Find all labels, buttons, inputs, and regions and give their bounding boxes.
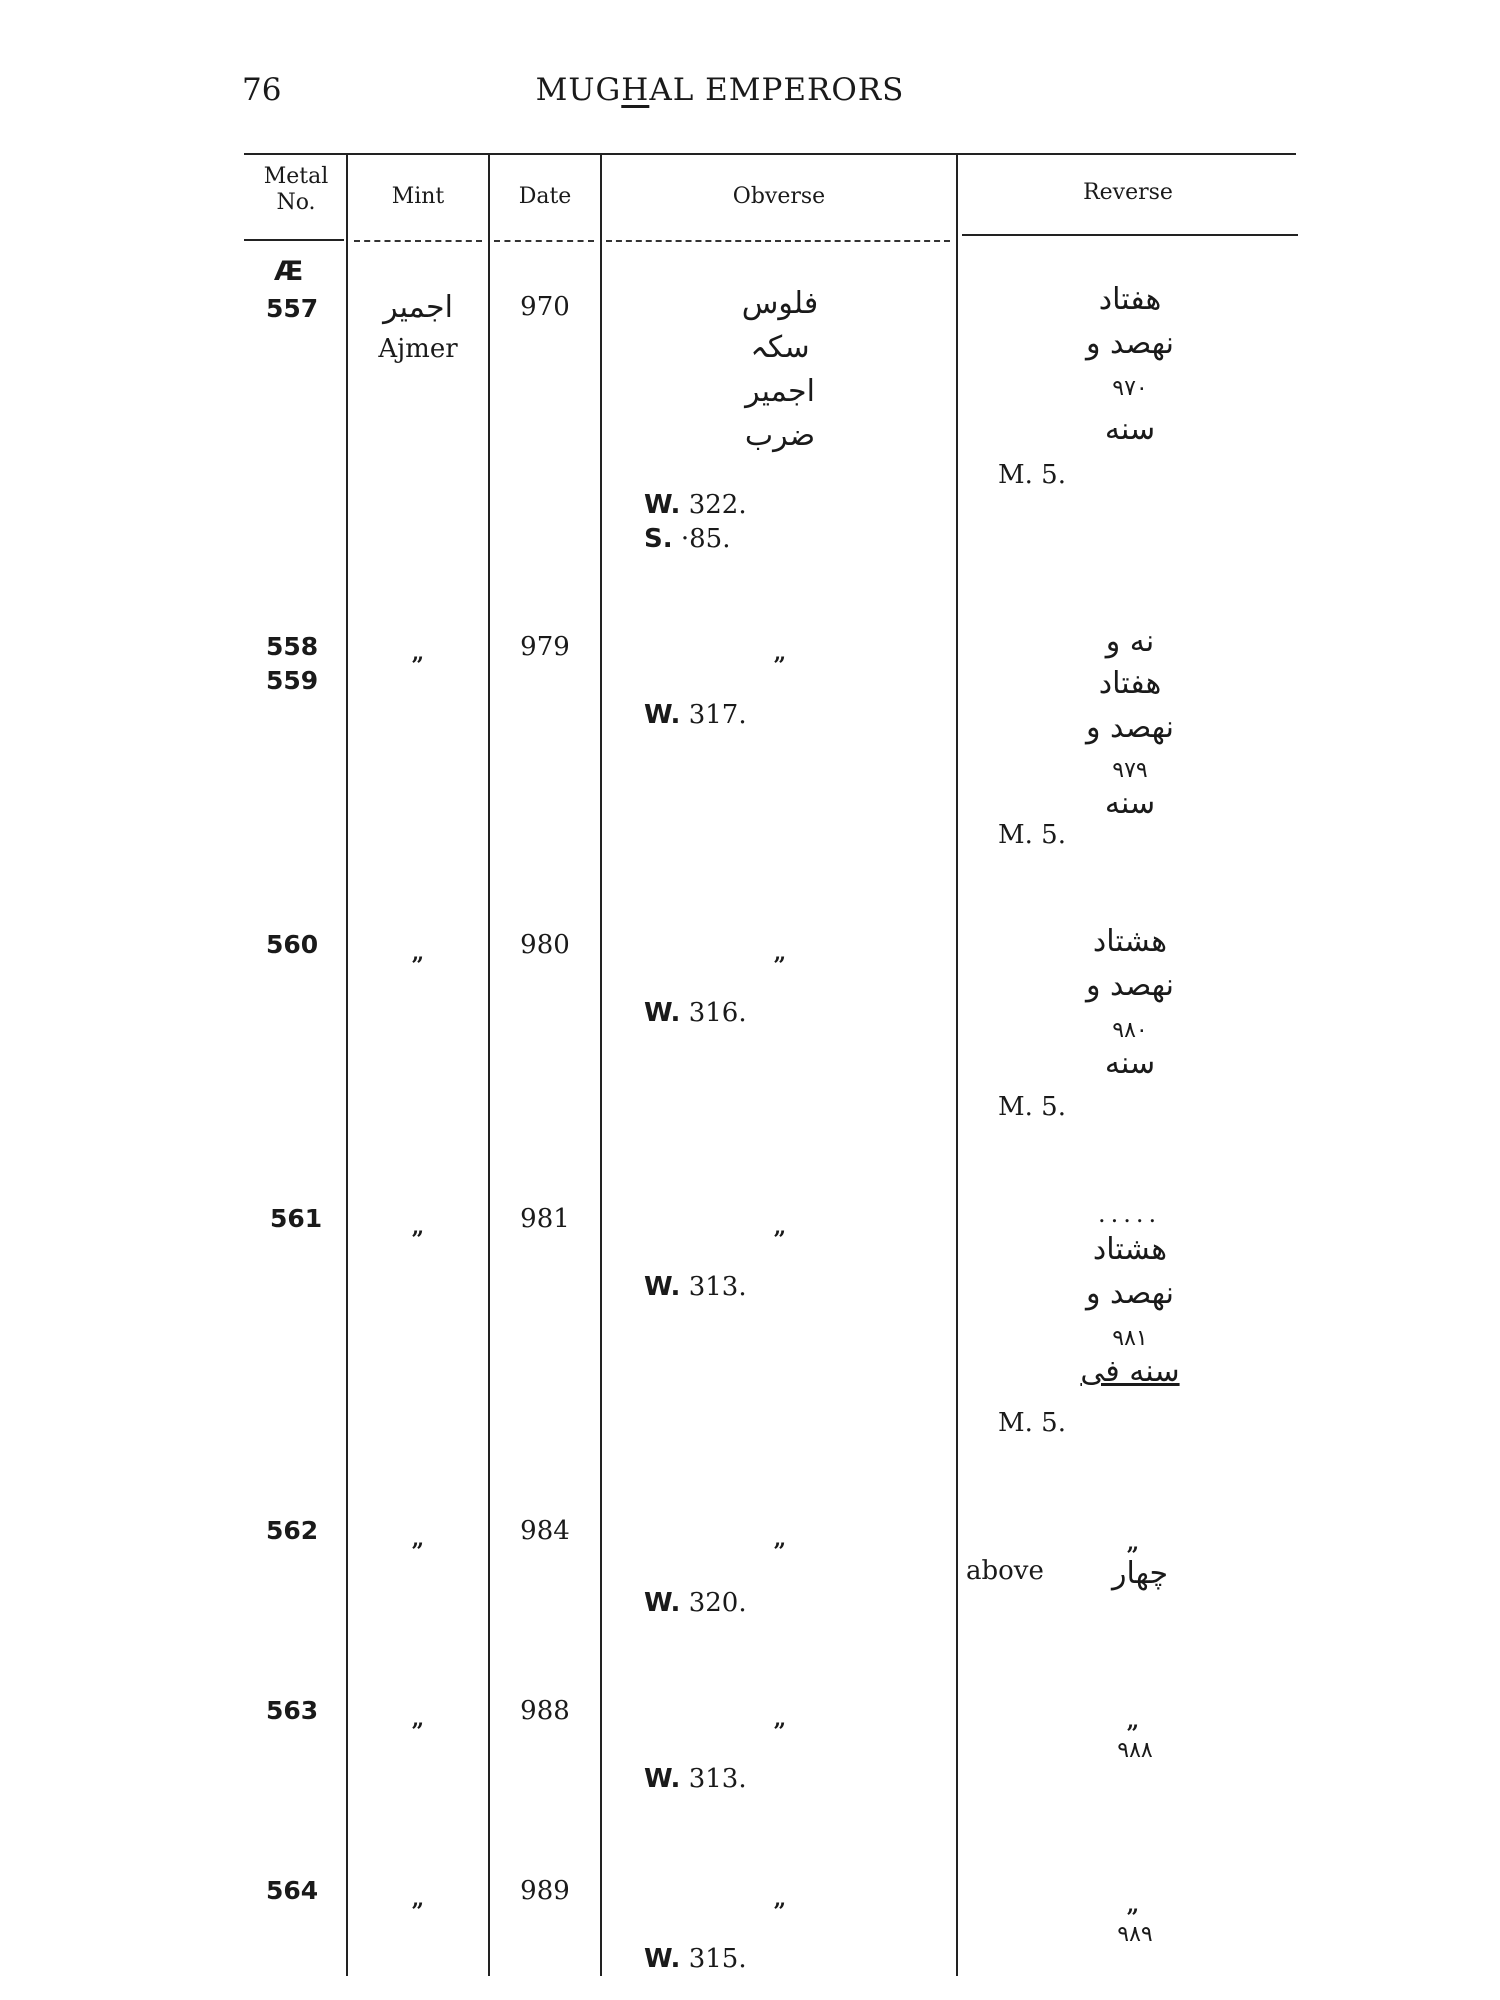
reference: W. 320. <box>644 1588 747 1618</box>
coin-number: 562 <box>266 1516 319 1545</box>
header-obverse: Obverse <box>732 184 826 209</box>
table-top-rule <box>244 153 1296 155</box>
ditto-mark: „ <box>1126 1530 1140 1556</box>
reverse-line: ۹۸۱ <box>1112 1326 1148 1351</box>
reverse-line: سنه فی <box>1080 1354 1180 1389</box>
reference: W. 313. <box>644 1764 747 1794</box>
ditto-mark: „ <box>773 1214 787 1240</box>
header-rule-metal <box>244 239 344 241</box>
reverse-line: هفتاد <box>1098 666 1162 701</box>
header-metal-no: Metal No. <box>263 164 329 215</box>
coin-date: 984 <box>520 1516 570 1546</box>
ditto-mark: „ <box>773 1886 787 1912</box>
ditto-mark: „ <box>411 640 425 666</box>
ditto-mark: „ <box>411 1886 425 1912</box>
coin-number: 563 <box>266 1696 319 1725</box>
reference: W. 317. <box>644 700 747 730</box>
reverse-line: چهار <box>1111 1556 1168 1591</box>
reverse-line: نهصد و <box>1086 326 1174 361</box>
reference: W. 313. <box>644 1272 747 1302</box>
ditto-mark: „ <box>1126 1892 1140 1918</box>
coin-number: 561 <box>270 1204 323 1233</box>
reverse-line: نهصد و <box>1086 710 1174 745</box>
coin-date: 989 <box>520 1876 570 1906</box>
ditto-mark: „ <box>411 940 425 966</box>
header-rule-obverse <box>606 240 950 242</box>
coin-date: 980 <box>520 930 570 960</box>
reverse-line: نهصد و <box>1086 1276 1174 1311</box>
reference: W. 315. <box>644 1944 747 1974</box>
header-rule-reverse <box>962 234 1298 236</box>
ditto-mark: „ <box>773 640 787 666</box>
reverse-line: ۹۸۸ <box>1117 1738 1153 1763</box>
reverse-line: سنه <box>1104 412 1156 447</box>
reverse-line: نه و <box>1105 624 1155 659</box>
reverse-line: ۹۷۹ <box>1112 758 1148 783</box>
mint-arabic: اجمیر <box>383 290 453 325</box>
header-reverse: Reverse <box>1083 180 1173 205</box>
reverse-line: ۹۸۰ <box>1112 1018 1148 1043</box>
ditto-mark: „ <box>411 1706 425 1732</box>
ditto-mark: „ <box>773 1706 787 1732</box>
header-date: Date <box>518 184 572 209</box>
reference: S. ·85. <box>644 524 731 554</box>
obverse-line: فلوس <box>741 286 819 321</box>
obverse-line: ضرب <box>744 418 816 453</box>
header-rule-mint <box>354 240 482 242</box>
header-mint: Mint <box>391 184 445 209</box>
ditto-mark: „ <box>411 1214 425 1240</box>
page-title: MUGHAL EMPERORS <box>535 72 905 108</box>
reverse-line: ۹۷۰ <box>1112 376 1148 401</box>
reverse-line: هشتاد <box>1092 1232 1168 1267</box>
ditto-mark: „ <box>773 1526 787 1552</box>
header-rule-date <box>494 240 594 242</box>
coin-number: 558 <box>266 632 319 661</box>
ditto-mark: „ <box>773 940 787 966</box>
mark-reference: M. 5. <box>998 460 1066 490</box>
column-rule-1 <box>346 153 348 1976</box>
coin-date: 970 <box>520 292 570 322</box>
reverse-line: سنه <box>1104 786 1156 821</box>
position-note: above <box>966 1556 1044 1586</box>
mark-reference: M. 5. <box>998 1092 1066 1122</box>
mark-reference: M. 5. <box>998 1408 1066 1438</box>
column-rule-4 <box>956 153 958 1976</box>
illegible-dots: ..... <box>1098 1200 1162 1228</box>
reference: W. 316. <box>644 998 747 1028</box>
coin-date: 981 <box>520 1204 570 1234</box>
reverse-line: نهصد و <box>1086 968 1174 1003</box>
reverse-line: ۹۸۹ <box>1117 1922 1153 1947</box>
metal-symbol: Æ <box>274 256 304 287</box>
ditto-mark: „ <box>411 1526 425 1552</box>
reference: W. 322. <box>644 490 747 520</box>
reverse-line: هفتاد <box>1098 282 1162 317</box>
coin-number: 560 <box>266 930 319 959</box>
coin-date: 988 <box>520 1696 570 1726</box>
mint-name: Ajmer <box>378 334 458 364</box>
mark-reference: M. 5. <box>998 820 1066 850</box>
coin-number: 564 <box>266 1876 319 1905</box>
reverse-line: سنه <box>1104 1046 1156 1081</box>
coin-date: 979 <box>520 632 570 662</box>
obverse-line: اجمیر <box>745 374 815 409</box>
obverse-line: سکہ <box>750 330 810 365</box>
coin-number: 557 <box>266 294 319 323</box>
reverse-line: هشتاد <box>1092 924 1168 959</box>
coin-number: 559 <box>266 666 319 695</box>
page-number: 76 <box>242 72 282 108</box>
ditto-mark: „ <box>1126 1708 1140 1734</box>
column-rule-3 <box>600 153 602 1976</box>
